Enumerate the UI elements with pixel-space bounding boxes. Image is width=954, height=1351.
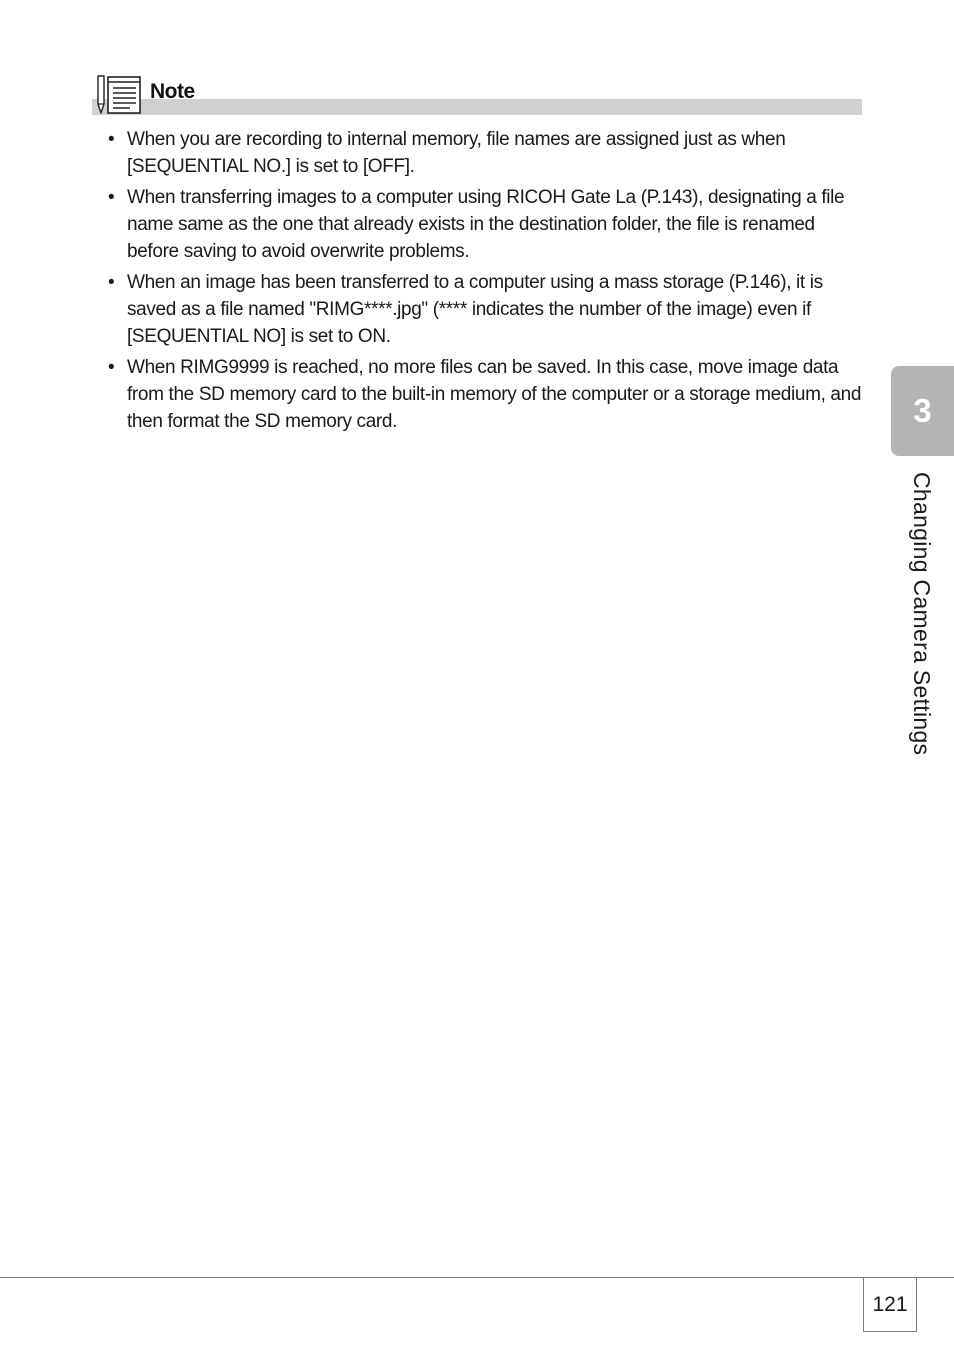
note-list-item: [108, 269, 864, 350]
chapter-title: Changing Camera Settings: [909, 472, 935, 756]
note-item-text: When transferring images to a computer using RICOH Gate La (P.143), designating a file name same as the one that already exists in the destination folder, the file is renamed before saving to avoid overwrite problems.: [127, 187, 845, 262]
chapter-number: 3: [913, 392, 932, 429]
bullet-icon: •: [108, 187, 115, 208]
note-item-text: When you are recording to internal memory, file names are assigned just as when [SEQUENTIAL NO.] is set to [OFF].: [127, 129, 786, 177]
note-list: [108, 126, 864, 439]
note-list-item: [108, 184, 864, 265]
bullet-icon: •: [108, 272, 115, 293]
note-list-item: [108, 126, 864, 180]
note-header-bar: [92, 99, 862, 115]
page-number: 121: [872, 1293, 908, 1316]
chapter-tab: [891, 366, 954, 456]
note-list-item: [108, 354, 864, 435]
bullet-icon: •: [108, 357, 115, 378]
bullet-icon: •: [108, 129, 115, 150]
notepad-icon: [94, 74, 144, 116]
note-title: Note: [150, 80, 195, 103]
note-item-text: When RIMG9999 is reached, no more files can be saved. In this case, move image data from the SD memory card to the built-in memory of the computer or a storage medium, and then format the SD memory card.: [127, 357, 862, 432]
footer-divider: [0, 1277, 954, 1278]
page-number-box: [863, 1277, 917, 1332]
note-header: [92, 74, 862, 116]
note-item-text: When an image has been transferred to a computer using a mass storage (P.146), it is saved as a file named "RIMG****.jpg" (**** indicates the number of the image) even if [SEQUENTIAL NO] is set to ON.: [127, 272, 823, 347]
